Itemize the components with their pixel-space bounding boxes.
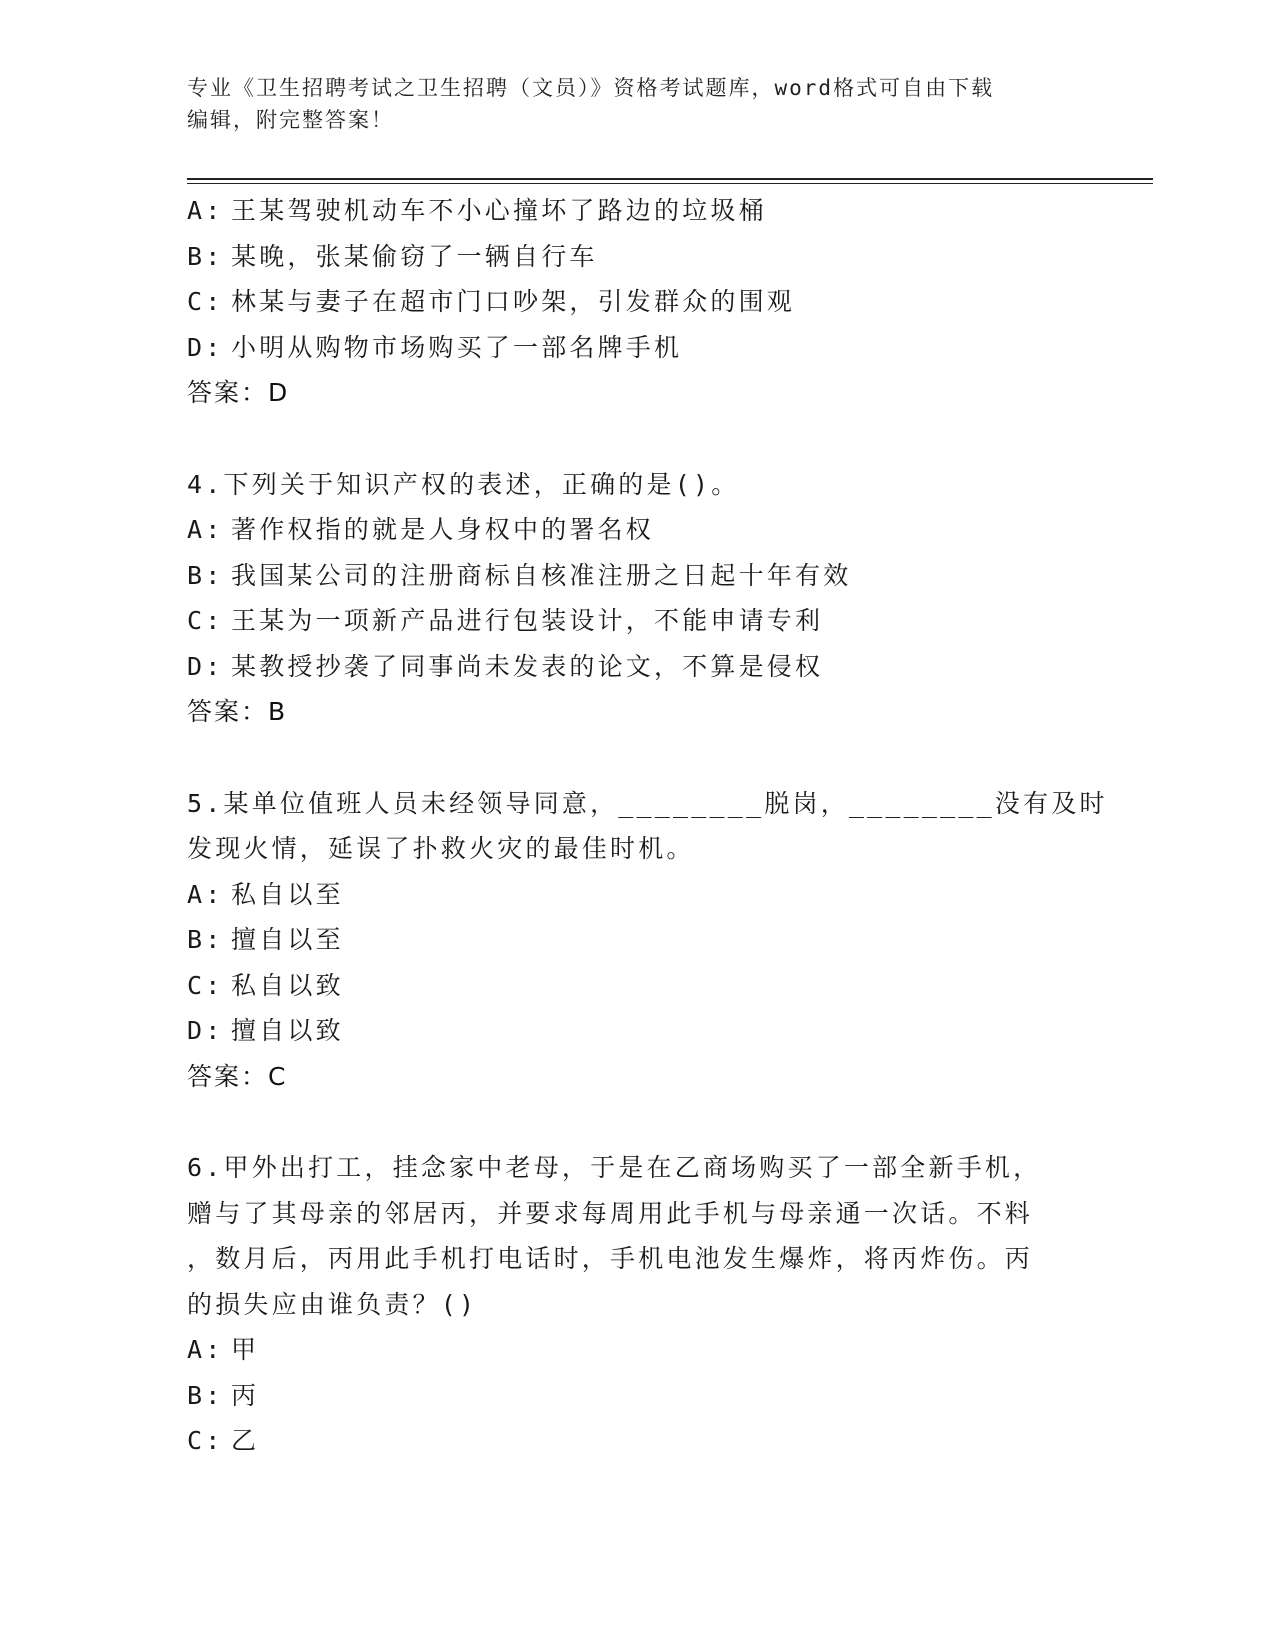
- header-line-2: 编辑，附完整答案！: [187, 108, 394, 132]
- option-c: [187, 598, 1087, 644]
- option-label: A:: [187, 1335, 224, 1364]
- stem-line: 赠与了其母亲的邻居丙，并要求每周用此手机与母亲通一次话。不料: [187, 1198, 1034, 1228]
- option-b: [187, 553, 1087, 599]
- option-a: [187, 1327, 1087, 1373]
- option-c: [187, 279, 1087, 325]
- option-label: C:: [187, 970, 224, 1000]
- stem-line: 6.甲外出打工，挂念家中老母，于是在乙商场购买了一部全新手机，: [187, 1153, 1042, 1182]
- question-5: [187, 781, 1108, 1100]
- option-text: 擅自以致: [231, 1016, 344, 1045]
- option-label: D:: [187, 1016, 224, 1045]
- option-text: 某教授抄袭了同事尚未发表的论文，不算是侵权: [231, 651, 824, 681]
- option-text: 私自以至: [231, 879, 344, 909]
- option-b: [187, 1373, 1087, 1419]
- question-3: [187, 188, 1087, 416]
- option-label: C:: [187, 606, 224, 635]
- stem-line: 4.下列关于知识产权的表述，正确的是()。: [187, 469, 740, 499]
- question-list: [187, 188, 1108, 1464]
- header-rule-thick: [187, 178, 1153, 180]
- question-4: [187, 462, 1087, 735]
- spacer: [187, 1099, 1087, 1145]
- answer-line: 答案：D: [187, 378, 290, 407]
- option-text: 我国某公司的注册商标自核准注册之日起十年有效: [231, 560, 852, 590]
- question-6: [187, 1145, 1087, 1464]
- option-text: 乙: [231, 1426, 260, 1455]
- option-d: [187, 325, 1087, 371]
- option-label: C:: [187, 1426, 224, 1455]
- question-stem: [187, 1145, 1087, 1327]
- option-b: [187, 234, 1087, 280]
- option-text: 某晚，张某偷窃了一辆自行车: [231, 241, 598, 271]
- option-c: [187, 1418, 1087, 1464]
- option-a: [187, 872, 1087, 918]
- option-text: 小明从购物市场购买了一部名牌手机: [231, 332, 683, 362]
- option-label: B:: [187, 241, 224, 271]
- question-stem: [187, 462, 1087, 508]
- option-label: D:: [187, 651, 224, 681]
- option-b: [187, 917, 1087, 963]
- option-a: [187, 507, 1087, 553]
- option-label: A:: [187, 879, 224, 909]
- option-text: 林某与妻子在超市门口吵架，引发群众的围观: [231, 287, 796, 316]
- option-a: [187, 188, 1087, 234]
- option-text: 甲: [231, 1335, 260, 1364]
- option-c: [187, 963, 1087, 1009]
- stem-line: 5.某单位值班人员未经领导同意，________脱岗，________没有及时: [187, 788, 1108, 818]
- stem-line: 的损失应由谁负责？(): [187, 1289, 478, 1319]
- answer-line: 答案：C: [187, 1061, 288, 1091]
- answer-line: 答案：B: [187, 697, 288, 726]
- option-label: B:: [187, 925, 224, 954]
- option-label: A:: [187, 515, 224, 544]
- document-header: [187, 72, 1087, 136]
- option-label: B:: [187, 1380, 224, 1410]
- option-label: B:: [187, 560, 224, 590]
- header-rule-thin: [187, 183, 1153, 184]
- question-stem: [187, 781, 1108, 872]
- spacer: [187, 735, 1087, 781]
- stem-line: ，数月后，丙用此手机打电话时，手机电池发生爆炸，将丙炸伤。丙: [187, 1244, 1034, 1273]
- option-label: C:: [187, 287, 224, 316]
- option-text: 王某为一项新产品进行包装设计，不能申请专利: [231, 606, 824, 635]
- option-d: [187, 1008, 1087, 1054]
- stem-line: 发现火情，延误了扑救火灾的最佳时机。: [187, 834, 695, 863]
- header-line-1: 专业《卫生招聘考试之卫生招聘（文员）》资格考试题库，word格式可自由下载: [187, 76, 995, 100]
- option-label: D:: [187, 332, 224, 362]
- option-text: 丙: [231, 1380, 260, 1410]
- option-text: 王某驾驶机动车不小心撞坏了路边的垃圾桶: [231, 196, 767, 225]
- option-label: A:: [187, 196, 224, 225]
- option-text: 著作权指的就是人身权中的署名权: [231, 515, 655, 544]
- option-text: 私自以致: [231, 970, 344, 1000]
- option-d: [187, 644, 1087, 690]
- spacer: [187, 416, 1087, 462]
- option-text: 擅自以至: [231, 925, 344, 954]
